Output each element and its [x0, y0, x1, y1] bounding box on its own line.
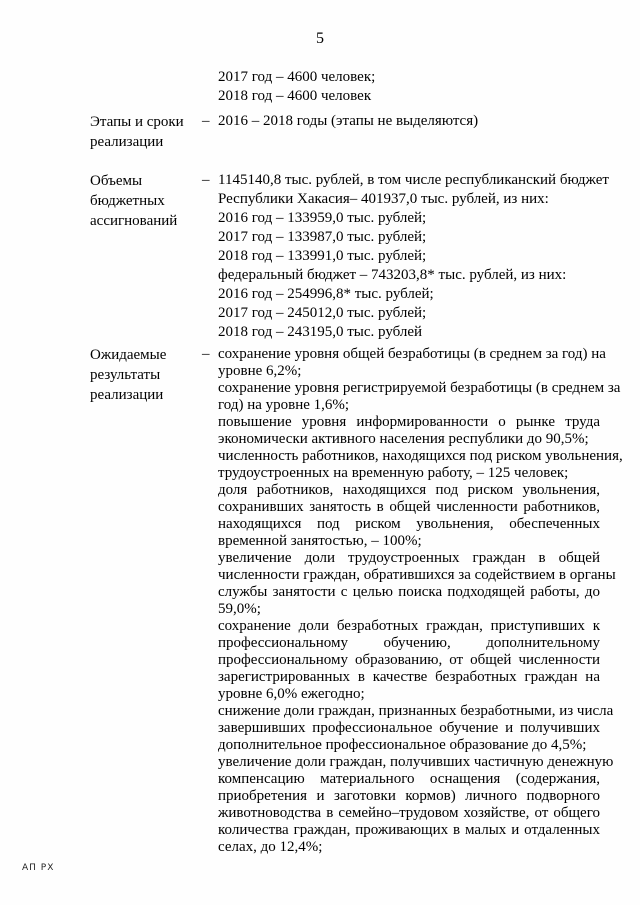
- budget-dash: –: [202, 172, 210, 188]
- intro-line: 2017 год – 4600 человек;: [218, 69, 376, 85]
- results-line: сохранивших занятость в общей численности работников,: [218, 499, 600, 515]
- results-line: снижение доли граждан, признанных безработными, из числа: [218, 703, 614, 719]
- results-line: службы занятости с целью поиска подходящей работы, до: [218, 584, 600, 600]
- results-line: увеличение доли трудоустроенных граждан в общей: [218, 550, 600, 566]
- results-line: временной занятостью, – 100%;: [218, 533, 422, 549]
- footer-mark: АП РХ: [22, 863, 55, 873]
- results-line: животноводства в семейно–трудовом хозяйстве, от общего: [218, 805, 600, 821]
- page-number: 5: [316, 30, 324, 47]
- results-line: дополнительное профессиональное образование до 4,5%;: [218, 737, 587, 753]
- results-line: селах, до 12,4%;: [218, 839, 323, 855]
- budget-line: 2018 год – 133991,0 тыс. рублей;: [218, 248, 427, 264]
- budget-line: 2017 год – 245012,0 тыс. рублей;: [218, 305, 427, 321]
- results-label: Ожидаемые результаты реализации: [90, 347, 167, 403]
- budget-line: 2018 год – 243195,0 тыс. рублей: [218, 324, 423, 340]
- results-line: зарегистрированных в качестве безработных граждан на: [218, 669, 600, 685]
- results-line: количества граждан, проживающих в малых и отдаленных: [218, 822, 600, 838]
- results-line: профессиональному образованию, от общей численности: [218, 652, 600, 668]
- results-line: трудоустроенных на временную работу, – 125 человек;: [218, 465, 569, 481]
- results-line: повышение уровня информированности о рынке труда: [218, 414, 600, 430]
- results-line: компенсацию материального оснащения (содержания,: [218, 771, 600, 787]
- results-line: увеличение доли граждан, получивших частичную денежную: [218, 754, 614, 770]
- stages-dash: –: [202, 113, 210, 129]
- stages-label: Этапы и сроки реализации: [90, 114, 184, 150]
- budget-line: 1145140,8 тыс. рублей, в том числе республиканский бюджет: [218, 172, 609, 188]
- results-line: сохранение уровня регистрируемой безработицы (в среднем за: [218, 380, 621, 396]
- results-line: год) на уровне 1,6%;: [218, 397, 350, 413]
- budget-line: 2016 год – 254996,8* тыс. рублей;: [218, 286, 434, 302]
- stages-text: 2016 – 2018 годы (этапы не выделяются): [218, 113, 479, 129]
- results-dash: –: [202, 346, 210, 362]
- budget-label: Объемы бюджетных ассигнований: [90, 173, 178, 229]
- results-line: численности граждан, обратившихся за содействием в органы: [218, 567, 616, 583]
- budget-line: Республики Хакасия– 401937,0 тыс. рублей, из них:: [218, 191, 549, 207]
- budget-line: 2017 год – 133987,0 тыс. рублей;: [218, 229, 427, 245]
- results-line: профессиональному обучению, дополнительному: [218, 635, 600, 651]
- results-line: уровне 6,2%;: [218, 363, 302, 379]
- results-line: численность работников, находящихся под риском увольнения,: [218, 448, 623, 464]
- results-line: сохранение доли безработных граждан, приступивших к: [218, 618, 600, 634]
- budget-line: федеральный бюджет – 743203,8* тыс. рублей, из них:: [218, 267, 567, 283]
- results-line: 59,0%;: [218, 601, 261, 617]
- intro-line: 2018 год – 4600 человек: [218, 88, 372, 104]
- results-line: экономически активного населения республики до 90,5%;: [218, 431, 589, 447]
- results-line: сохранение уровня общей безработицы (в среднем за год) на: [218, 346, 606, 362]
- results-line: доля работников, находящихся под риском увольнения,: [218, 482, 600, 498]
- results-line: приобретения и заготовки кормов) личного подворного: [218, 788, 600, 804]
- results-line: уровне 6,0% ежегодно;: [218, 686, 365, 702]
- results-line: завершивших профессиональное обучение и получивших: [218, 720, 600, 736]
- results-line: находящихся под риском увольнения, обеспеченных: [218, 516, 600, 532]
- budget-line: 2016 год – 133959,0 тыс. рублей;: [218, 210, 427, 226]
